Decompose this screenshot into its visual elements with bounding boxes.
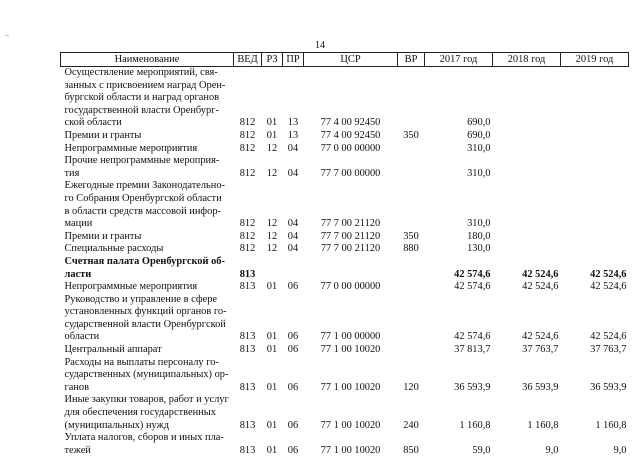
csr-cell xyxy=(304,256,398,281)
vr-cell: 120 xyxy=(398,357,425,395)
page-number: 14 xyxy=(0,40,640,51)
value-2017: 310,0 xyxy=(425,155,493,180)
pr-cell: 04 xyxy=(283,143,304,156)
ved-cell: 813 xyxy=(234,357,262,395)
value-2017: 59,0 xyxy=(425,432,493,457)
table-row xyxy=(61,394,629,432)
value-2017: 42 574,6 xyxy=(425,256,493,281)
vr-cell xyxy=(398,281,425,294)
ved-cell: 813 xyxy=(234,344,262,357)
value-2017: 37 813,7 xyxy=(425,344,493,357)
csr-cell: 77 4 00 92450 xyxy=(304,130,398,143)
table-row xyxy=(61,67,629,130)
pr-cell: 06 xyxy=(283,281,304,294)
value-2017: 310,0 xyxy=(425,143,493,156)
value-2018: 42 524,6 xyxy=(493,281,561,294)
pr-cell: 13 xyxy=(283,130,304,143)
row-name: Осуществление мероприятий, свя- занных с присвоением наград Орен- бургской области и наград органов государственной власти Оренбург- ской области xyxy=(61,67,234,130)
ved-cell: 812 xyxy=(234,180,262,230)
table-row xyxy=(61,256,629,281)
csr-cell: 77 1 00 10020 xyxy=(304,394,398,432)
pr-cell: 06 xyxy=(283,344,304,357)
vr-cell xyxy=(398,143,425,156)
rz-cell xyxy=(262,256,283,281)
value-2019 xyxy=(561,67,629,130)
value-2019: 42 524,6 xyxy=(561,256,629,281)
pr-cell: 04 xyxy=(283,180,304,230)
header-csr: ЦСР xyxy=(304,53,398,67)
rz-cell: 12 xyxy=(262,143,283,156)
row-name: Ежегодные премии Законодательно- го Собрания Оренбургской области в области средств массовой инфор- мации xyxy=(61,180,234,230)
vr-cell xyxy=(398,344,425,357)
rz-cell: 01 xyxy=(262,281,283,294)
budget-table xyxy=(60,52,629,457)
value-2019 xyxy=(561,180,629,230)
table-row xyxy=(61,155,629,180)
value-2017: 42 574,6 xyxy=(425,281,493,294)
value-2017: 42 574,6 xyxy=(425,294,493,344)
value-2017: 690,0 xyxy=(425,130,493,143)
value-2018: 36 593,9 xyxy=(493,357,561,395)
table-row xyxy=(61,357,629,395)
value-2017: 690,0 xyxy=(425,67,493,130)
vr-cell: 240 xyxy=(398,394,425,432)
vr-cell: 850 xyxy=(398,432,425,457)
value-2019 xyxy=(561,155,629,180)
rz-cell: 12 xyxy=(262,155,283,180)
row-name: Расходы на выплаты персоналу го- сударственных (муниципальных) ор- ганов xyxy=(61,357,234,395)
table-row xyxy=(61,180,629,230)
pr-cell: 06 xyxy=(283,394,304,432)
csr-cell: 77 7 00 21120 xyxy=(304,243,398,256)
pr-cell: 04 xyxy=(283,243,304,256)
pr-cell xyxy=(283,256,304,281)
value-2019 xyxy=(561,231,629,244)
table-row xyxy=(61,130,629,143)
csr-cell: 77 1 00 10020 xyxy=(304,432,398,457)
rz-cell: 12 xyxy=(262,180,283,230)
rz-cell: 01 xyxy=(262,394,283,432)
pr-cell: 04 xyxy=(283,155,304,180)
table-row xyxy=(61,281,629,294)
pr-cell: 06 xyxy=(283,432,304,457)
value-2018 xyxy=(493,180,561,230)
value-2018: 42 524,6 xyxy=(493,294,561,344)
row-name: Непрограммные мероприятия xyxy=(61,281,234,294)
header-rz: РЗ xyxy=(262,53,283,67)
vr-cell xyxy=(398,155,425,180)
pr-cell: 06 xyxy=(283,294,304,344)
row-name: Премии и гранты xyxy=(61,130,234,143)
ved-cell: 812 xyxy=(234,143,262,156)
ved-cell: 813 xyxy=(234,432,262,457)
value-2019 xyxy=(561,143,629,156)
row-name: Центральный аппарат xyxy=(61,344,234,357)
value-2019 xyxy=(561,243,629,256)
rz-cell: 12 xyxy=(262,231,283,244)
value-2018 xyxy=(493,143,561,156)
row-name: Специальные расходы xyxy=(61,243,234,256)
value-2019 xyxy=(561,130,629,143)
ved-cell: 813 xyxy=(234,281,262,294)
header-2018: 2018 год xyxy=(493,53,561,67)
value-2018 xyxy=(493,243,561,256)
vr-cell xyxy=(398,294,425,344)
value-2019: 36 593,9 xyxy=(561,357,629,395)
row-name: Прочие непрограммные мероприя- тия xyxy=(61,155,234,180)
pr-cell: 04 xyxy=(283,231,304,244)
value-2019: 42 524,6 xyxy=(561,294,629,344)
rz-cell: 12 xyxy=(262,243,283,256)
rz-cell: 01 xyxy=(262,294,283,344)
vr-cell: 350 xyxy=(398,231,425,244)
csr-cell: 77 4 00 92450 xyxy=(304,67,398,130)
csr-cell: 77 1 00 10020 xyxy=(304,344,398,357)
ved-cell: 812 xyxy=(234,155,262,180)
vr-cell: 350 xyxy=(398,130,425,143)
value-2017: 1 160,8 xyxy=(425,394,493,432)
row-name: Премии и гранты xyxy=(61,231,234,244)
value-2018: 37 763,7 xyxy=(493,344,561,357)
rz-cell: 01 xyxy=(262,130,283,143)
value-2019: 37 763,7 xyxy=(561,344,629,357)
rz-cell: 01 xyxy=(262,344,283,357)
value-2018 xyxy=(493,231,561,244)
csr-cell: 77 1 00 00000 xyxy=(304,294,398,344)
ved-cell: 813 xyxy=(234,256,262,281)
ved-cell: 812 xyxy=(234,130,262,143)
value-2017: 310,0 xyxy=(425,180,493,230)
vr-cell xyxy=(398,180,425,230)
table-row xyxy=(61,432,629,457)
ved-cell: 812 xyxy=(234,67,262,130)
row-name: Счетная палата Оренбургской об- ласти xyxy=(61,256,234,281)
rz-cell: 01 xyxy=(262,432,283,457)
value-2019: 42 524,6 xyxy=(561,281,629,294)
table-row xyxy=(61,143,629,156)
ved-cell: 813 xyxy=(234,294,262,344)
table-row xyxy=(61,243,629,256)
csr-cell: 77 0 00 00000 xyxy=(304,143,398,156)
row-name: Иные закупки товаров, работ и услуг для обеспечения государственных (муниципальных) нужд xyxy=(61,394,234,432)
margin-mark xyxy=(5,35,9,36)
value-2019: 9,0 xyxy=(561,432,629,457)
ved-cell: 812 xyxy=(234,231,262,244)
csr-cell: 77 7 00 21120 xyxy=(304,231,398,244)
ved-cell: 813 xyxy=(234,394,262,432)
pr-cell: 06 xyxy=(283,357,304,395)
value-2018: 42 524,6 xyxy=(493,256,561,281)
ved-cell: 812 xyxy=(234,243,262,256)
table-row xyxy=(61,231,629,244)
value-2018: 9,0 xyxy=(493,432,561,457)
rz-cell: 01 xyxy=(262,357,283,395)
rz-cell: 01 xyxy=(262,67,283,130)
value-2017: 180,0 xyxy=(425,231,493,244)
table-row xyxy=(61,344,629,357)
vr-cell xyxy=(398,67,425,130)
vr-cell: 880 xyxy=(398,243,425,256)
header-2017: 2017 год xyxy=(425,53,493,67)
header-pr: ПР xyxy=(283,53,304,67)
value-2017: 36 593,9 xyxy=(425,357,493,395)
header-2019: 2019 год xyxy=(561,53,629,67)
value-2018 xyxy=(493,130,561,143)
header-ved: ВЕД xyxy=(234,53,262,67)
header-vr: ВР xyxy=(398,53,425,67)
vr-cell xyxy=(398,256,425,281)
table-row xyxy=(61,294,629,344)
value-2018 xyxy=(493,67,561,130)
value-2018 xyxy=(493,155,561,180)
row-name: Непрограммные мероприятия xyxy=(61,143,234,156)
csr-cell: 77 7 00 21120 xyxy=(304,180,398,230)
csr-cell: 77 7 00 00000 xyxy=(304,155,398,180)
row-name: Руководство и управление в сфере установленных функций органов го- сударственной власти Оренбургской области xyxy=(61,294,234,344)
value-2017: 130,0 xyxy=(425,243,493,256)
pr-cell: 13 xyxy=(283,67,304,130)
csr-cell: 77 0 00 00000 xyxy=(304,281,398,294)
row-name: Уплата налогов, сборов и иных пла- тежей xyxy=(61,432,234,457)
csr-cell: 77 1 00 10020 xyxy=(304,357,398,395)
table-body xyxy=(61,67,629,457)
value-2018: 1 160,8 xyxy=(493,394,561,432)
value-2019: 1 160,8 xyxy=(561,394,629,432)
table-header xyxy=(61,53,629,67)
header-name: Наименование xyxy=(61,53,234,67)
